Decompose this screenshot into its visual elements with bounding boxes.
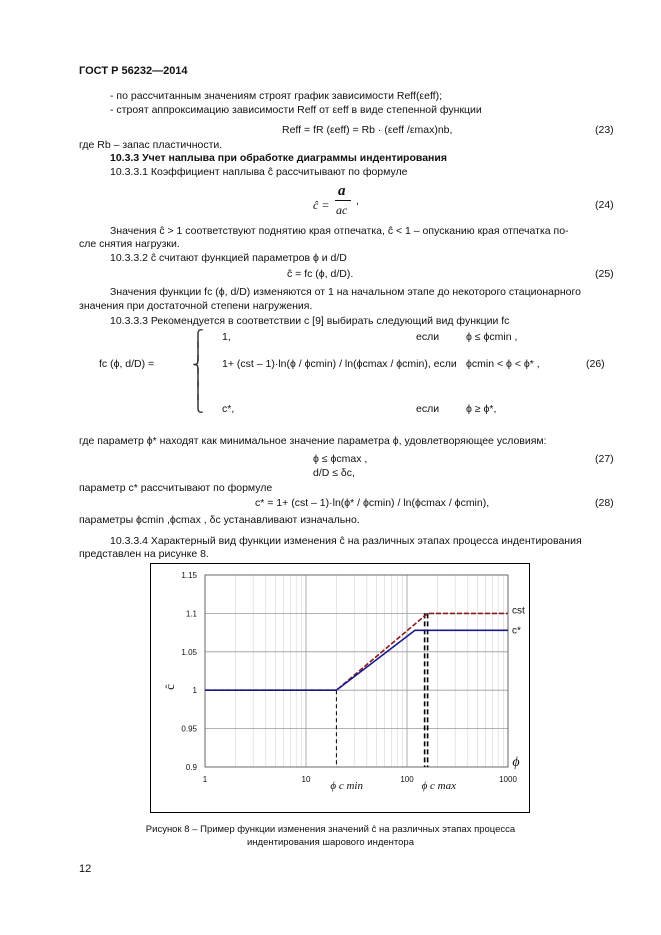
paragraph-9a: 10.3.3.4 Характерный вид функции изменения ĉ на различных этапах процесса индентирования	[110, 535, 582, 547]
y-axis-label: ĉ	[162, 684, 177, 690]
case-2-expr: 1+ (cst – 1)·ln(ϕ / ϕcmin) / ln(ϕcmax / ϕcmin), если	[222, 358, 457, 370]
x-tick-label: 10	[301, 775, 311, 784]
phi-c-min-label: ϕ c min	[330, 780, 363, 792]
figure-caption-line-1: Рисунок 8 – Пример функции изменения значений ĉ на различных этапах процесса	[145, 824, 516, 835]
equation-24-lhs: ĉ =	[313, 198, 330, 212]
case-2-cond: ϕcmin < ϕ < ϕ* ,	[466, 358, 540, 370]
equation-24-fraction-bar	[335, 200, 351, 201]
equation-27a: ϕ ≤ ϕcmax ,	[313, 453, 368, 465]
document-header: ГОСТ Р 56232—2014	[79, 65, 188, 77]
figure-8-chart	[150, 563, 530, 813]
text-line-1	[110, 90, 442, 102]
case-3-cond: ϕ ≥ ϕ*,	[466, 403, 497, 415]
paragraph-6: где параметр ϕ* находят как минимальное значение параметра ϕ, удовлетворяющее условиям:	[79, 435, 547, 447]
series-label-cst: cst	[512, 605, 525, 617]
equation-27-number: (27)	[595, 453, 614, 465]
text-line-1-tail: eff(εeff);	[404, 90, 443, 102]
piecewise-brace: ⎧ ⎪ ⎨ ⎪ ⎪ ⎩	[192, 331, 204, 413]
x-tick-label: 100	[400, 775, 414, 784]
case-1-if: если	[416, 331, 440, 343]
page-number: 12	[79, 863, 92, 875]
paragraph-2a: Значения ĉ > 1 соответствуют поднятию края отпечатка, ĉ < 1 – опусканию края отпечатка по-	[110, 225, 569, 237]
x-tick-label: 1	[202, 775, 208, 784]
y-tick-label: 1.15	[181, 571, 197, 580]
series-label-c*: c*	[512, 625, 521, 637]
text-line-1-main: - по рассчитанным значениям строят график зависимости R	[110, 90, 405, 102]
text-line-3: где Rb – запас пластичности.	[79, 139, 223, 151]
equation-26-number: (26)	[586, 358, 605, 370]
equation-28: c* = 1+ (cst – 1)·ln(ϕ* / ϕcmin) / ln(ϕcmax / ϕcmin),	[255, 497, 490, 509]
y-tick-label: 1.1	[185, 609, 197, 619]
case-3-expr: c*,	[222, 403, 235, 415]
paragraph-4a: Значения функции fc (ϕ, d/D) изменяются от 1 на начальном этапе до некоторого стационарного	[110, 286, 581, 298]
equation-25-number: (25)	[595, 268, 614, 280]
y-tick-label: 0.95	[181, 724, 197, 734]
equation-27b: d/D ≤ δc,	[313, 467, 355, 479]
paragraph-3: 10.3.3.2 ĉ считают функцией параметров ϕ и d/D	[110, 252, 347, 264]
y-tick-label: 1.05	[181, 647, 197, 657]
paragraph-7: параметр c* рассчитывают по формуле	[79, 482, 273, 494]
equation-23: Reff = fR (εeff) = Rb · (εeff /εmax)nb,	[282, 124, 453, 136]
equation-23-number: (23)	[595, 124, 614, 136]
x-axis-label: ϕ	[512, 755, 520, 770]
case-1-expr: 1,	[222, 331, 231, 343]
case-1-cond: ϕ ≤ ϕcmin ,	[466, 331, 518, 343]
y-tick-label: 0.9	[185, 763, 197, 772]
paragraph-2b: сле снятия нагрузки.	[79, 238, 180, 250]
equation-24-numerator: a	[338, 183, 346, 199]
chart-svg	[150, 563, 530, 813]
phi-c-max-label: ϕ c max	[421, 780, 457, 792]
case-3-if: если	[416, 403, 440, 415]
equation-26-lhs: fc (ϕ, d/D) =	[99, 358, 155, 370]
paragraph-9b: представлен на рисунке 8.	[79, 548, 209, 560]
paragraph-5: 10.3.3.3 Рекомендуется в соответствии с [9] выбирать следующий вид функции fc	[110, 315, 510, 327]
equation-24-denominator: ac	[336, 203, 348, 217]
equation-28-number: (28)	[595, 497, 614, 509]
paragraph-8: параметры ϕcmin ,ϕcmax , δc устанавливают изначально.	[79, 514, 360, 526]
figure-caption-line-2: индентирования шарового индентора	[246, 837, 414, 848]
equation-24-number: (24)	[595, 199, 614, 211]
y-tick-label: 1	[192, 686, 197, 696]
text-line-2: - строят аппроксимацию зависимости Reff от εeff в виде степенной функции	[110, 104, 482, 116]
equation-24-comma: ,	[356, 195, 359, 207]
equation-25: ĉ = fc (ϕ, d/D).	[287, 268, 354, 280]
section-heading: 10.3.3 Учет наплыва при обработке диаграммы индентирования	[110, 152, 447, 164]
paragraph-4b: значения при достаточной степени нагружения.	[79, 300, 313, 312]
paragraph-1: 10.3.3.1 Коэффициент наплыва ĉ рассчитывают по формуле	[110, 166, 408, 178]
x-tick-label: 1000	[499, 775, 517, 784]
